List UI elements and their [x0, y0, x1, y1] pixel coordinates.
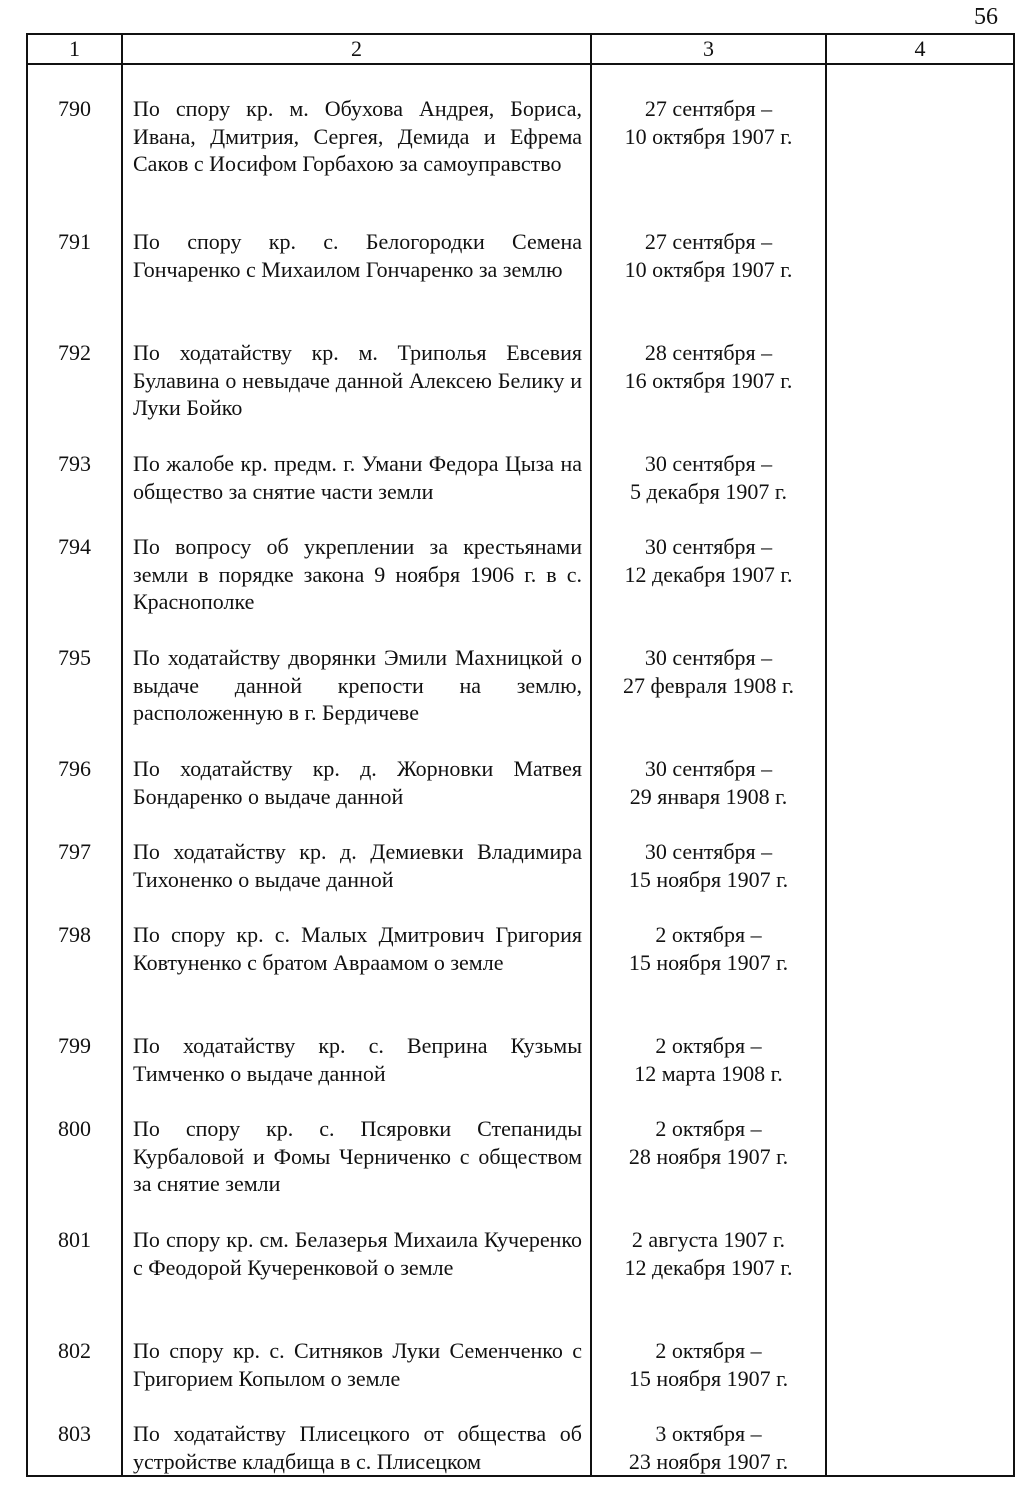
- case-dates: [591, 64, 826, 201]
- column-header-4: 4: [826, 34, 1014, 64]
- date-end: 5 декабря 1907 г.: [630, 478, 787, 504]
- case-description: По спору кр. м. Обухова Андрея, Бориса, Ивана, Дмитрия, Сергея, Демида и Ефрема Саков с Иосифом Горбахою за самоуправство: [122, 64, 591, 201]
- case-dates: [591, 201, 826, 312]
- notes-cell: [826, 1310, 1014, 1393]
- case-description: По ходатайству кр. д. Жорновки Матвея Бондаренко о выдаче данной: [122, 728, 591, 811]
- row-number: 800: [27, 1088, 122, 1199]
- date-end: 10 октября 1907 г.: [624, 123, 793, 149]
- date-end: 28 ноября 1907 г.: [628, 1143, 789, 1169]
- case-dates: [591, 728, 826, 811]
- notes-cell: [826, 201, 1014, 312]
- case-description: По ходатайству кр. д. Демиевки Владимира Тихоненко о выдаче данной: [122, 811, 591, 894]
- case-description: По ходатайству кр. с. Веприна Кузьмы Тимченко о выдаче данной: [122, 1005, 591, 1088]
- table-row: [27, 1310, 1014, 1393]
- column-header-2: 2: [122, 34, 591, 64]
- date-start: 2 октября –: [655, 1338, 762, 1363]
- row-number: 801: [27, 1199, 122, 1310]
- page-number: 56: [974, 4, 998, 30]
- notes-cell: [826, 423, 1014, 506]
- case-dates: [591, 506, 826, 617]
- date-start: 2 октября –: [655, 1116, 762, 1141]
- date-end: 12 декабря 1907 г.: [624, 1254, 793, 1280]
- row-number: 795: [27, 617, 122, 728]
- date-start: 28 сентября –: [644, 340, 773, 365]
- date-start: 30 сентября –: [644, 451, 773, 476]
- table-row: [27, 811, 1014, 894]
- table-row: [27, 1005, 1014, 1088]
- row-number: 799: [27, 1005, 122, 1088]
- table-row: [27, 201, 1014, 312]
- date-start: 30 сентября –: [644, 756, 773, 781]
- notes-cell: [826, 811, 1014, 894]
- notes-cell: [826, 64, 1014, 201]
- case-description: По ходатайству дворянки Эмили Махницкой о выдаче данной крепости на землю, расположенную в г. Бердичеве: [122, 617, 591, 728]
- case-description: По ходатайству Плисецкого от общества об устройстве кладбища в с. Плисецком: [122, 1393, 591, 1476]
- date-end: 12 декабря 1907 г.: [624, 561, 793, 587]
- table-row: [27, 617, 1014, 728]
- date-start: 30 сентября –: [644, 534, 773, 559]
- row-number: 794: [27, 506, 122, 617]
- date-start: 30 сентября –: [644, 839, 773, 864]
- case-dates: [591, 1005, 826, 1088]
- date-end: 29 января 1908 г.: [629, 783, 788, 809]
- notes-cell: [826, 728, 1014, 811]
- date-end: 15 ноября 1907 г.: [628, 1365, 789, 1391]
- date-start: 27 сентября –: [644, 229, 773, 254]
- case-dates: [591, 617, 826, 728]
- case-dates: [591, 1393, 826, 1476]
- case-dates: [591, 1199, 826, 1310]
- table-row: [27, 728, 1014, 811]
- date-start: 30 сентября –: [644, 645, 773, 670]
- row-number: 802: [27, 1310, 122, 1393]
- date-start: 2 октября –: [655, 922, 762, 947]
- case-description: По спору кр. см. Белазерья Михаила Кучеренко с Феодорой Кучеренковой о земле: [122, 1199, 591, 1310]
- notes-cell: [826, 506, 1014, 617]
- case-description: По спору кр. с. Псяровки Степаниды Курбаловой и Фомы Черниченко с обществом за снятие земли: [122, 1088, 591, 1199]
- row-number: 793: [27, 423, 122, 506]
- case-description: По спору кр. с. Белогородки Семена Гончаренко с Михаилом Гончаренко за землю: [122, 201, 591, 312]
- date-end: 27 февраля 1908 г.: [622, 672, 794, 698]
- table-row: [27, 894, 1014, 1005]
- table-row: [27, 312, 1014, 423]
- notes-cell: [826, 894, 1014, 1005]
- date-end: 12 марта 1908 г.: [634, 1060, 783, 1086]
- row-number: 790: [27, 64, 122, 201]
- case-dates: [591, 1310, 826, 1393]
- date-end: 15 ноября 1907 г.: [628, 949, 789, 975]
- row-number: 803: [27, 1393, 122, 1476]
- notes-cell: [826, 1088, 1014, 1199]
- row-number: 796: [27, 728, 122, 811]
- case-dates: [591, 312, 826, 423]
- date-start: 3 октября –: [655, 1421, 762, 1446]
- table-row: [27, 64, 1014, 201]
- notes-cell: [826, 312, 1014, 423]
- case-dates: [591, 811, 826, 894]
- row-number: 791: [27, 201, 122, 312]
- case-dates: [591, 1088, 826, 1199]
- case-description: По спору кр. с. Ситняков Луки Семенченко с Григорием Копылом о земле: [122, 1310, 591, 1393]
- date-end: 23 ноября 1907 г.: [628, 1448, 789, 1474]
- row-number: 797: [27, 811, 122, 894]
- date-end: 15 ноября 1907 г.: [628, 866, 789, 892]
- row-number: 792: [27, 312, 122, 423]
- date-end: 10 октября 1907 г.: [624, 256, 793, 282]
- case-description: По вопросу об укреплении за крестьянами земли в порядке закона 9 ноября 1906 г. в с. Краснополке: [122, 506, 591, 617]
- header-row: [27, 34, 1014, 64]
- case-description: По ходатайству кр. м. Триполья Евсевия Булавина о невыдаче данной Алексею Белику и Луки Бойко: [122, 312, 591, 423]
- case-dates: [591, 423, 826, 506]
- column-header-1: 1: [27, 34, 122, 64]
- case-dates: [591, 894, 826, 1005]
- date-start: 2 августа 1907 г.: [631, 1227, 786, 1252]
- table-row: [27, 1088, 1014, 1199]
- date-end: 16 октября 1907 г.: [624, 367, 793, 393]
- table-row: [27, 1393, 1014, 1476]
- notes-cell: [826, 1393, 1014, 1476]
- case-description: По спору кр. с. Малых Дмитрович Григория Ковтуненко с братом Авраамом о земле: [122, 894, 591, 1005]
- notes-cell: [826, 1199, 1014, 1310]
- notes-cell: [826, 1005, 1014, 1088]
- column-header-3: 3: [591, 34, 826, 64]
- register-table: [26, 33, 1015, 1477]
- date-start: 2 октября –: [655, 1033, 762, 1058]
- table-row: [27, 423, 1014, 506]
- row-number: 798: [27, 894, 122, 1005]
- date-start: 27 сентября –: [644, 96, 773, 121]
- table-row: [27, 506, 1014, 617]
- table-row: [27, 1199, 1014, 1310]
- notes-cell: [826, 617, 1014, 728]
- case-description: По жалобе кр. предм. г. Умани Федора Цыза на общество за снятие части земли: [122, 423, 591, 506]
